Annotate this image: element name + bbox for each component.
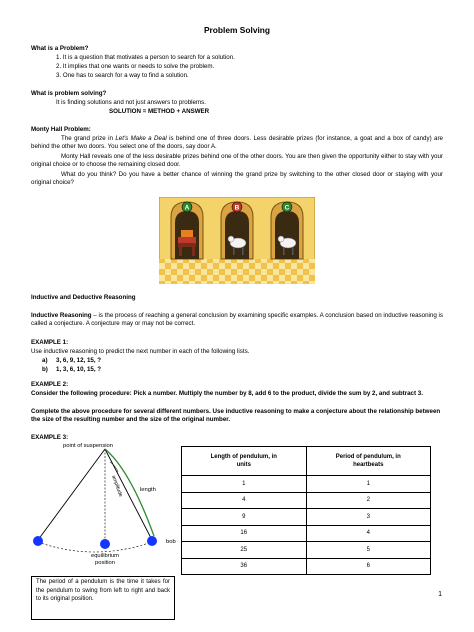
example-3-heading: EXAMPLE 3: bbox=[31, 434, 69, 441]
table-header-row bbox=[182, 447, 431, 476]
solving-formula: SOLUTION = METHOD + ANSWER bbox=[109, 108, 210, 115]
door-a-letter: A bbox=[184, 204, 190, 212]
solving-heading: What is problem solving? bbox=[31, 90, 107, 97]
table-row: 36 6 bbox=[182, 558, 431, 575]
example-2-paragraph-1: Consider the following procedure: Pick a number. Multiply the number by 8, add 6 to the product, divide the sum by 2, and subtract 3. bbox=[31, 390, 423, 397]
monty-paragraph-1: The grand prize in Let's Make a Deal is behind one of three doors. Less desirable prizes (for instance, a goat and a box of candy) are behind the other two doors. You select one of the doors, say door A. bbox=[31, 135, 443, 150]
page-title: Problem Solving bbox=[203, 25, 271, 35]
problem-item-3: 3. One has to search for a way to find a solution. bbox=[56, 72, 189, 79]
label-length: length bbox=[140, 487, 156, 493]
table-row: 1 1 bbox=[182, 476, 431, 493]
example-2-paragraph-2: Complete the above procedure for several different numbers. Use inductive reasoning to make a conjecture about the relationship between the size of the resulting number and the size of the original number. bbox=[31, 408, 441, 423]
label-bob: bob bbox=[166, 539, 176, 545]
table-header-period: Period of pendulum, in heartbeats bbox=[306, 447, 431, 476]
table-row: 25 5 bbox=[182, 542, 431, 559]
problem-heading: What is a Problem? bbox=[31, 45, 89, 52]
pendulum-bob-left bbox=[33, 536, 43, 546]
pendulum-table bbox=[181, 446, 431, 575]
table-header-length: Length of pendulum, in units bbox=[182, 447, 307, 476]
solving-line: It is finding solutions and not just answers to problems. bbox=[56, 99, 206, 106]
pendulum-bob-center bbox=[100, 539, 110, 549]
monty-heading: Monty Hall Problem: bbox=[31, 126, 91, 133]
table-row: 9 3 bbox=[182, 509, 431, 526]
example-1-line: Use inductive reasoning to predict the next number in each of the following lists. bbox=[31, 348, 250, 355]
monty-paragraph-3: What do you think? Do you have a better chance of winning the grand prize by switching to the other closed door or staying with your original choice? bbox=[31, 171, 443, 186]
label-amplitude: amplitude bbox=[110, 474, 124, 498]
example-1-label-b: b) bbox=[42, 366, 48, 373]
example-1-label-a: a) bbox=[42, 357, 48, 364]
label-point-of-suspension: point of suspension bbox=[63, 443, 113, 449]
reasoning-definition: Inductive Reasoning – is the process of reaching a general conclusion by examining specific examples. A conclusion based on inductive reasoning is called a conjecture. A conjecture may or may not be correct. bbox=[31, 312, 443, 327]
example-1-item-a: 3, 6, 9, 12, 15, ? bbox=[56, 357, 102, 364]
monty-paragraph-2: Monty Hall reveals one of the less desirable prizes behind one of the other doors. You are then given the opportunity either to stay with your original choice or to choose the remaining closed door. bbox=[31, 153, 443, 168]
monty-hall-doors-illustration bbox=[159, 197, 315, 284]
label-position: position bbox=[95, 560, 115, 566]
pendulum-period-note: The period of a pendulum is the time it takes for the pendulum to swing from left to right and back to its original position. bbox=[31, 576, 175, 620]
door-b-letter: B bbox=[234, 204, 240, 212]
example-1-heading: EXAMPLE 1: bbox=[31, 339, 69, 346]
example-2-heading: EXAMPLE 2: bbox=[31, 381, 69, 388]
label-equilibrium: equilibrium bbox=[90, 553, 120, 559]
page-number: 1 bbox=[438, 591, 442, 598]
problem-item-2: 2. It implies that one wants or needs to solve the problem. bbox=[56, 63, 215, 70]
door-b bbox=[221, 202, 253, 259]
table-row: 4 2 bbox=[182, 492, 431, 509]
table-row: 16 4 bbox=[182, 525, 431, 542]
reasoning-heading: Inductive and Deductive Reasoning bbox=[31, 294, 136, 301]
pendulum-diagram bbox=[28, 440, 188, 570]
example-1-item-b: 1, 3, 6, 10, 15, ? bbox=[56, 366, 102, 373]
problem-item-1: 1. It is a question that motivates a person to search for a solution. bbox=[56, 54, 235, 61]
door-c-letter: C bbox=[284, 204, 290, 212]
door-a bbox=[171, 202, 203, 259]
pendulum-bob-right bbox=[147, 536, 157, 546]
door-c bbox=[271, 202, 303, 259]
